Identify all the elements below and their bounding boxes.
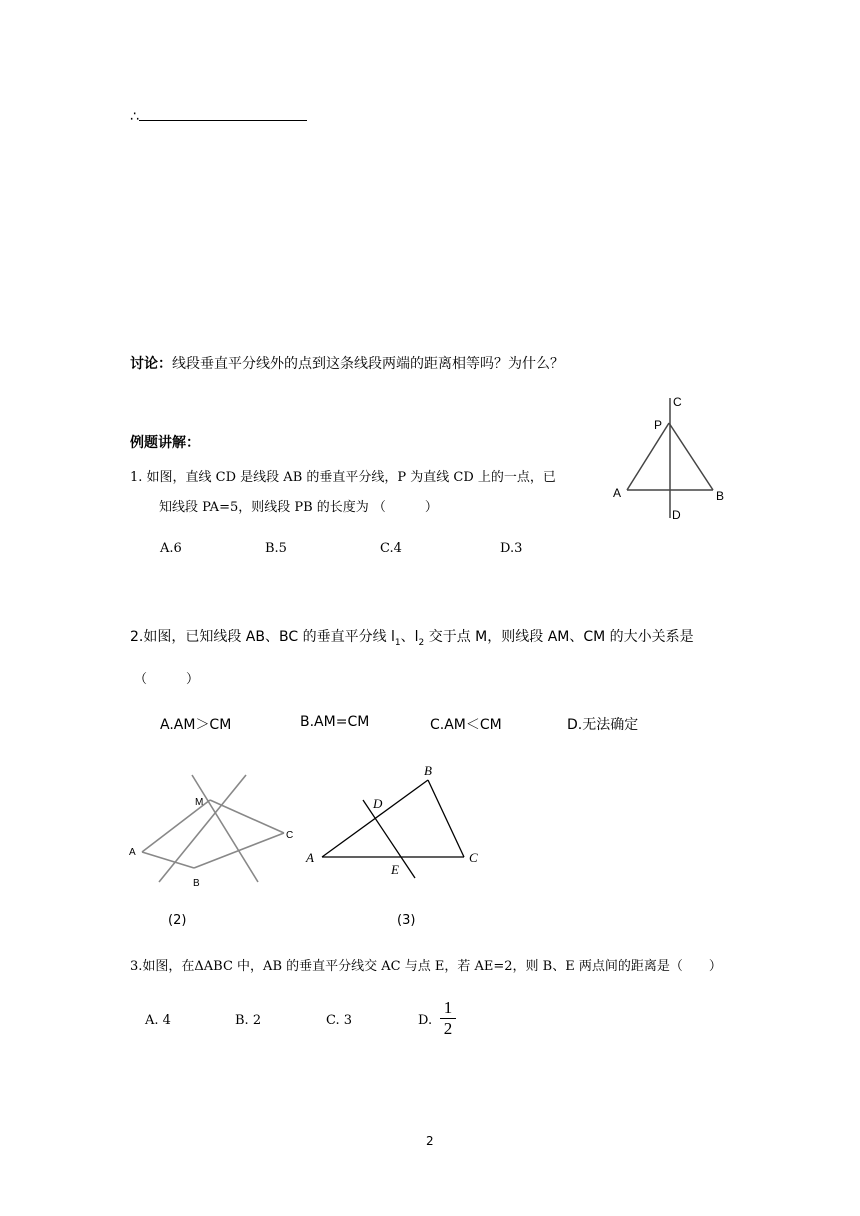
q3-option-a: A. 4 <box>145 1013 171 1028</box>
q1-line1: 1. 如图，直线 CD 是线段 AB 的垂直平分线，P 为直线 CD 上的一点，已 <box>130 470 556 485</box>
q2-label-b: B <box>193 878 200 889</box>
q2-label-c: C <box>286 830 294 841</box>
q2-sub1: 1 <box>394 637 401 648</box>
discussion <box>130 353 564 373</box>
q3-bisector-de <box>363 800 415 878</box>
q1-option-d: D.3 <box>500 541 523 556</box>
q3-option-b: B. 2 <box>235 1013 262 1028</box>
q3-caption: (3) <box>397 913 416 928</box>
q3-option-c: C. 3 <box>326 1013 353 1028</box>
q1-label-p: P <box>654 418 663 432</box>
q1-label-a: A <box>613 486 622 500</box>
q2-option-a: A.AM＞CM <box>160 717 232 733</box>
q2-label-m: M <box>195 797 204 808</box>
q3-option-d: D. <box>418 1013 433 1028</box>
q3-fraction-numerator: 1 <box>443 998 453 1017</box>
q2-label-a: A <box>129 847 136 858</box>
q1-figure <box>605 390 735 525</box>
q2-stem <box>130 626 694 648</box>
q1-option-a: A.6 <box>160 541 182 556</box>
q3-figure <box>300 760 490 885</box>
q2-option-c: C.AM＜CM <box>430 717 502 733</box>
q3-fraction <box>440 999 456 1038</box>
q3-label-b: B <box>424 763 432 778</box>
q3-label-a: A <box>306 850 314 865</box>
q1-label-c: C <box>673 395 682 409</box>
examples-heading: 例题讲解： <box>130 435 200 451</box>
q1-label-b: B <box>716 489 725 503</box>
q3-stem: 3.如图，在ΔABC 中，AB 的垂直平分线交 AC 与点 E，若 AE=2，则 B、E 两点间的距离是（ ） <box>130 959 722 974</box>
therefore-symbol: ∴ <box>130 109 139 125</box>
q1-segment-pa <box>627 423 669 490</box>
q2-sub2: 2 <box>418 637 425 648</box>
q1-option-b: B.5 <box>265 541 287 556</box>
answer-blank <box>139 106 307 121</box>
q3-label-e: E <box>391 862 399 877</box>
q2-segment-ab <box>142 852 194 868</box>
q3-label-c: C <box>469 850 478 865</box>
q2-figure <box>122 770 307 895</box>
q2-text-after: 交于点 M，则线段 AM、CM 的大小关系是 <box>424 629 694 645</box>
q2-text-before: 2.如图，已知线段 AB、BC 的垂直平分线 l <box>130 629 395 645</box>
discussion-text: 线段垂直平分线外的点到这条线段两端的距离相等吗？为什么？ <box>172 356 564 372</box>
page-number: 2 <box>426 1134 434 1148</box>
therefore-line <box>130 106 307 125</box>
q3-segment-bc <box>428 780 464 857</box>
q1-label-d: D <box>672 508 681 522</box>
q2-text-mid: 、l <box>400 629 419 645</box>
q1-option-c: C.4 <box>380 541 402 556</box>
q2-paren: （ ） <box>134 672 200 687</box>
q3-label-d: D <box>373 796 383 811</box>
q2-option-d: D.无法确定 <box>567 717 639 733</box>
q2-option-b: B.AM=CM <box>300 714 370 730</box>
discussion-label: 讨论： <box>130 356 172 372</box>
q1-segment-pb <box>669 423 713 490</box>
q3-fraction-denominator: 2 <box>443 1019 453 1038</box>
q1-line2: 知线段 PA=5，则线段 PB 的长度为 （ ） <box>159 500 438 515</box>
q2-caption: (2) <box>168 913 187 928</box>
